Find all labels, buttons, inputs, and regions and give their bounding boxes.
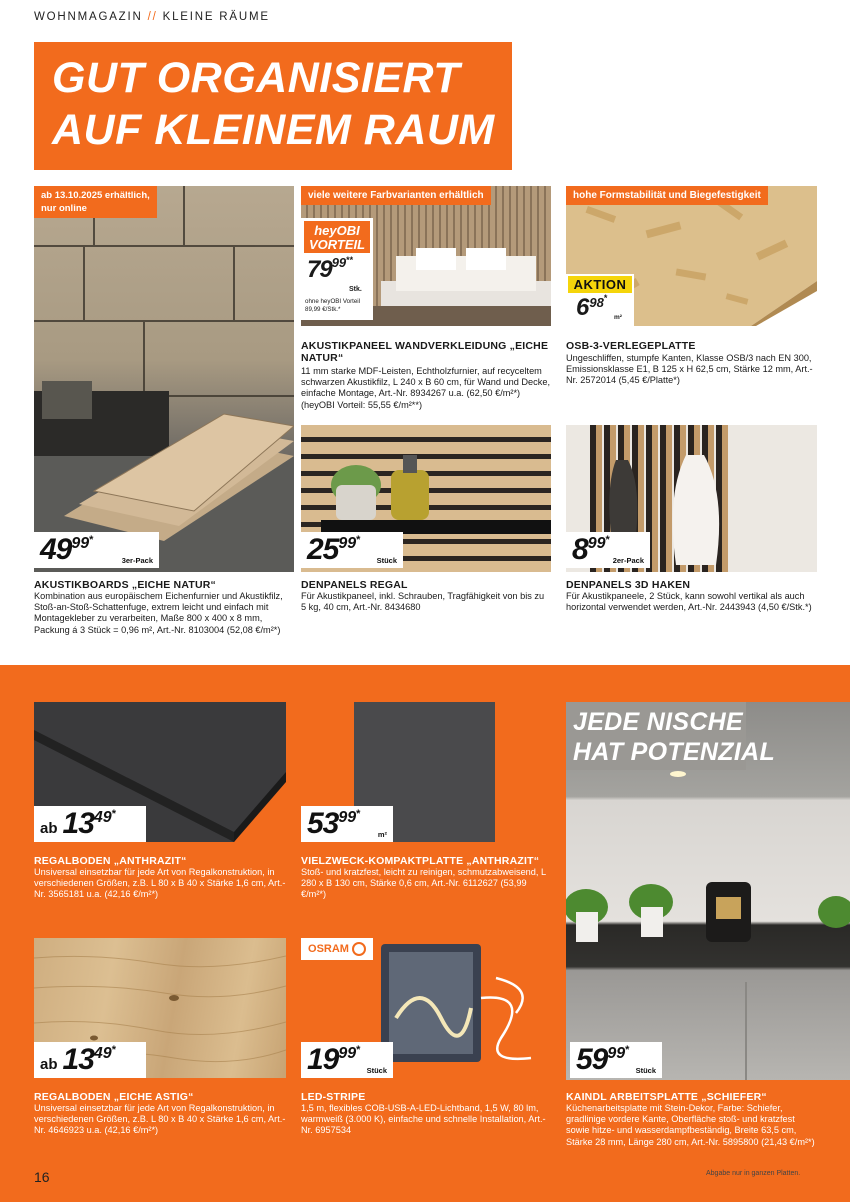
heyobi-price: 79 99 ** — [307, 255, 354, 283]
denpanels-haken-price-unit: 2er-Pack — [612, 556, 644, 565]
kompaktplatte-description: Stoß- und kratzfest, leicht zu reinigen, schmutzabweisend, L 280 x B 130 cm, Stärke 0,6 cm, Art.-Nr. 6112627 (53,99 €/m²*) — [301, 867, 546, 900]
led-stripe-description: 1,5 m, flexibles COB-USB-A-LED-Lichtband, 1,5 W, 80 lm, warmweiß (3.000 K), einfache und schnelle Installation, Art.-Nr. 6957534 — [301, 1103, 546, 1136]
breadcrumb-separator: // — [147, 11, 158, 23]
regalboden-eiche-price: ab 13 49 * — [34, 1042, 146, 1078]
regalboden-eiche-description: Unsiversal einsetzbar für jede Art von Regalkonstruktion, in verschiedenen Größen, z.B. L 80 x B 40 x Stärke 1,6 cm, Art.-Nr. 4646923 u.a. (42,16 €/m²*) — [34, 1103, 286, 1136]
aktion-label: AKTION — [568, 276, 632, 293]
regalboden-anthrazit-description: Unsiversal einsetzbar für jede Art von Regalkonstruktion, in verschiedenen Größen, z.B. L 80 x B 40 x Stärke 1,6 cm, Art.-Nr. 3565181 u.a. (42,16 €/m²*) — [34, 867, 286, 900]
denpanels-regal-description: Für Akustikpaneel, inkl. Schrauben, Tragfähigkeit von bis zu 5 kg, 40 cm, Art.-Nr. 8434680 — [301, 591, 545, 613]
page-number: 16 — [34, 1169, 50, 1185]
osb-aktion-badge — [566, 274, 634, 326]
akustikboards-price: 49 99 * 3er-Pack — [34, 532, 159, 568]
denpanels-haken-title: DENPANELS 3D HAKEN — [566, 579, 691, 591]
heyobi-price-note: ohne heyOBI Vorteil 89,99 €/Stk.* — [305, 298, 361, 313]
headline-line-2: AUF KLEINEM RAUM — [52, 106, 495, 154]
arbeitsplatte-price: 59 99 * Stück — [570, 1042, 662, 1078]
osb-price: 6 98 * — [576, 293, 608, 321]
kompaktplatte-price-unit: m² — [377, 830, 387, 839]
headline-line-1: GUT ORGANISIERT — [52, 54, 461, 102]
akustikpaneel-variants-tag: viele weitere Farbvarianten erhältlich — [301, 186, 491, 205]
arbeitsplatte-title: KAINDL ARBEITSPLATTE „SCHIEFER“ — [566, 1091, 767, 1103]
akustikboards-title: AKUSTIKBOARDS „EICHE NATUR“ — [34, 579, 216, 591]
heyobi-badge — [301, 218, 373, 320]
osb-price-unit: m² — [614, 314, 622, 321]
regalboden-anthrazit-price: ab 13 49 * — [34, 806, 146, 842]
promo-headline — [573, 707, 775, 767]
heyobi-label: heyOBI VORTEIL — [304, 221, 370, 253]
osram-logo: OSRAM — [301, 938, 373, 960]
denpanels-haken-description: Für Akustikpaneele, 2 Stück, kann sowohl vertikal als auch horizontal verwendet werden, Art.-Nr. 2443943 (4,50 €/Stk.*) — [566, 591, 812, 613]
denpanels-regal-price: 25 99 * Stück — [301, 532, 403, 568]
footnote: Abgabe nur in ganzen Platten. — [706, 1170, 801, 1177]
denpanels-regal-price-unit: Stück — [376, 556, 397, 565]
kompaktplatte-price: 53 99 * m² — [301, 806, 393, 842]
promo-line-2: HAT POTENZIAL — [573, 738, 776, 766]
breadcrumb-subsection: KLEINE RÄUME — [162, 11, 270, 23]
denpanels-haken-price: 8 99 * 2er-Pack — [566, 532, 650, 568]
osb-title: OSB-3-VERLEGEPLATTE — [566, 340, 696, 352]
led-stripe-price-unit: Stück — [366, 1066, 387, 1075]
akustikboards-description: Kombination aus europäischem Eichenfurnier und Akustikfilz, Stoß-an-Stoß-Schattenfuge, extrem leicht und einfach mit Montagekleber zu verarbeiten, Maße 800 x 400 x 8 mm, Packung á 3 Stück = 0,96 m², Art.-Nr. 8103004 (52,08 €/m²*) — [34, 591, 283, 635]
heyobi-price-unit: Stk. — [349, 286, 362, 293]
led-stripe-price: 19 99 * Stück — [301, 1042, 393, 1078]
kompaktplatte-title: VIELZWECK-KOMPAKTPLATTE „ANTHRAZIT“ — [301, 855, 540, 867]
breadcrumb — [34, 11, 270, 23]
osb-description: Ungeschliffen, stumpfe Kanten, Klasse OSB/3 nach EN 300, Emissionsklasse E1, B 125 x H 62,5 cm, Stärke 12 mm, Art.-Nr. 2572014 (5,45 €/Platte*) — [566, 353, 813, 386]
breadcrumb-section: WOHNMAGAZIN — [34, 11, 143, 23]
regalboden-anthrazit-title: REGALBODEN „ANTHRAZIT“ — [34, 855, 187, 867]
denpanels-regal-title: DENPANELS REGAL — [301, 579, 408, 591]
akustikpaneel-title: AKUSTIKPANEEL WANDVERKLEIDUNG „EICHE NATUR“ — [301, 340, 549, 364]
akustikboards-availability-tag: ab 13.10.2025 erhältlich, nur online — [34, 186, 157, 218]
akustikpaneel-description: 11 mm starke MDF-Leisten, Echtholzfurnier, auf recyceltem schwarzen Akustikfilz, L 240 x B 60 cm, für Wand und Decke, einfache Montage, Art.-Nr. 8934267 u.a. (62,50 €/m²*) (heyOBI Vorteil: 55,55 €/m²**) — [301, 366, 551, 410]
arbeitsplatte-price-unit: Stück — [635, 1066, 656, 1075]
arbeitsplatte-description: Küchenarbeitsplatte mit Stein-Dekor, Farbe: Schiefer, gradlinige vordere Kante, Oberfläche stoß- und kratzfest sowie hitze- und wasserdampfbeständig, Breite 63,5 cm, Stärke 28 mm, Länge 280 cm, Art.-Nr. 5895800 (21,43 €/m²*) — [566, 1103, 815, 1147]
akustikboards-illustration — [34, 186, 294, 572]
headline-block — [34, 42, 512, 170]
led-stripe-title: LED-STRIPE — [301, 1091, 366, 1103]
promo-line-1: JEDE NISCHE — [573, 708, 744, 736]
osb-feature-tag: hohe Formstabilität und Biegefestigkeit — [566, 186, 768, 205]
akustikboards-price-unit: 3er-Pack — [121, 556, 153, 565]
akustikboards-image — [34, 186, 294, 572]
regalboden-eiche-title: REGALBODEN „EICHE ASTIG“ — [34, 1091, 194, 1103]
